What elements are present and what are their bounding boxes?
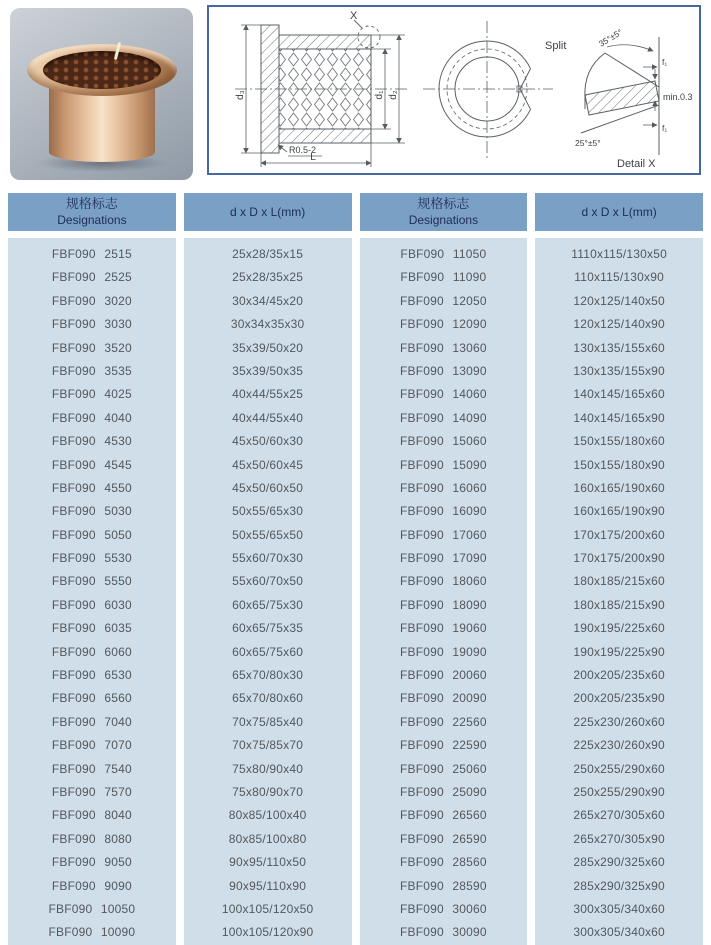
designation-cell: FBF090 4545 — [51, 457, 132, 472]
min-03-label: min.0.3 — [663, 92, 693, 102]
designation-cell: FBF090 7570 — [51, 784, 132, 799]
designation-cell: FBF090 5550 — [51, 574, 132, 589]
dimensions-cell: 140x145/165x90 — [573, 410, 665, 425]
dimensions-cell: 170x175/200x60 — [573, 527, 665, 542]
designation-cell: FBF090 5030 — [51, 504, 132, 519]
designation-cell: FBF090 13060 — [399, 340, 487, 355]
dimensions-cell: 120x125/140x90 — [573, 317, 665, 332]
spec-table — [0, 186, 711, 945]
designation-cell: FBF090 3535 — [51, 363, 132, 378]
designation-cell: FBF090 17060 — [399, 527, 487, 542]
dimensions-cell: 130x135/155x90 — [573, 363, 665, 378]
dimensions-cell: 60x65/75x30 — [232, 597, 304, 612]
designation-cell: FBF090 19060 — [399, 621, 487, 636]
designation-cell: FBF090 11050 — [400, 247, 487, 261]
designation-cell: FBF090 5050 — [51, 527, 132, 542]
dimensions-cell: 70x75/85x70 — [232, 738, 304, 753]
designation-cell: FBF090 22590 — [399, 738, 487, 753]
dimensions-cell: 190x195/225x60 — [573, 621, 665, 636]
dimensions-cell: 30x34/45x20 — [232, 293, 304, 308]
designation-cell: FBF090 8040 — [51, 808, 132, 823]
product-photo — [10, 8, 193, 180]
designation-cell: FBF090 15090 — [399, 457, 487, 472]
dimensions-cell: 285x290/325x60 — [573, 855, 665, 870]
dimensions-column-left — [184, 238, 352, 945]
dimensions-cell: 60x65/75x60 — [232, 644, 304, 659]
designation-cell: FBF090 9090 — [51, 878, 132, 893]
dimensions-cell: 55x60/70x30 — [232, 551, 304, 566]
designation-cell: FBF090 10050 — [48, 901, 136, 916]
radius-label: R0.5-2 — [289, 145, 317, 155]
dimensions-cell: 45x50/60x45 — [232, 457, 304, 472]
designation-cell: FBF090 18060 — [399, 574, 487, 589]
designation-cell: FBF090 11090 — [400, 270, 487, 285]
dimensions-cell: 25x28/35x15 — [232, 247, 304, 261]
designation-column-right — [360, 238, 528, 945]
dimensions-cell: 55x60/70x50 — [232, 574, 304, 589]
dimensions-cell: 65x70/80x30 — [232, 668, 304, 683]
designation-cell: FBF090 12090 — [399, 317, 487, 332]
dimensions-cell: 50x55/65x30 — [232, 504, 304, 519]
dimensions-cell: 1110x115/130x50 — [571, 247, 667, 261]
header-dimensions-label: d x D x L(mm) — [581, 204, 657, 219]
dim-d3-label: d₃ — [235, 90, 246, 100]
dimensions-cell: 190x195/225x90 — [573, 644, 665, 659]
header-dimensions-label: d x D x L(mm) — [229, 204, 306, 219]
dimensions-cell: 150x155/180x60 — [573, 434, 665, 449]
dimensions-cell: 45x50/60x30 — [232, 434, 304, 449]
designation-cell: FBF090 7040 — [51, 714, 132, 729]
length-label: L — [310, 152, 316, 163]
designation-cell: FBF090 6035 — [51, 621, 132, 636]
dimensions-cell: 180x185/215x90 — [573, 597, 665, 612]
designation-cell: FBF090 6030 — [51, 597, 132, 612]
designation-cell: FBF090 4025 — [51, 387, 132, 402]
dimensions-cell: 90x95/110x90 — [229, 878, 307, 893]
designation-cell: FBF090 4530 — [51, 434, 132, 449]
designation-cell: FBF090 15060 — [399, 434, 487, 449]
designation-cell: FBF090 28560 — [399, 855, 487, 870]
dimensions-cell: 225x230/260x60 — [573, 714, 665, 729]
header-designations-en: Designations — [57, 212, 127, 227]
designation-cell: FBF090 7540 — [51, 761, 132, 776]
designation-cell: FBF090 2525 — [51, 270, 132, 285]
designation-cell: FBF090 25090 — [399, 784, 487, 799]
designation-cell: FBF090 18090 — [399, 597, 487, 612]
bushing-bore-texture — [43, 51, 161, 89]
dimensions-cell: 150x155/180x90 — [573, 457, 665, 472]
designation-cell: FBF090 14060 — [399, 387, 487, 402]
designation-cell: FBF090 20090 — [399, 691, 487, 706]
designation-cell: FBF090 3520 — [51, 340, 132, 355]
dimensions-cell: 180x185/215x60 — [573, 574, 665, 589]
dimensions-cell: 80x85/100x40 — [228, 808, 307, 823]
designation-cell: FBF090 25060 — [399, 761, 487, 776]
designation-cell: FBF090 3020 — [51, 293, 132, 308]
dimensions-cell: 80x85/100x80 — [228, 831, 307, 846]
header-designations-left — [8, 193, 176, 231]
designation-cell: FBF090 6560 — [51, 691, 132, 706]
detail-x-callout-label: X — [350, 10, 358, 22]
top-section — [0, 0, 711, 186]
header-dimensions-left — [184, 193, 352, 231]
dimensions-cell: 65x70/80x60 — [232, 691, 304, 706]
dimensions-cell: 40x44/55x40 — [232, 410, 304, 425]
designation-cell: FBF090 4550 — [51, 480, 132, 495]
dimensions-cell: 300x305/340x60 — [573, 901, 665, 916]
dimensions-cell: 100x105/120x50 — [221, 901, 314, 916]
designation-cell: FBF090 13090 — [399, 363, 487, 378]
designation-cell: FBF090 30060 — [399, 901, 487, 916]
dimensions-cell: 50x55/65x50 — [232, 527, 304, 542]
designation-cell: FBF090 19090 — [399, 644, 487, 659]
dimensions-cell: 200x205/235x60 — [573, 668, 665, 683]
header-designations-zh: 规格标志 — [65, 196, 118, 212]
designation-cell: FBF090 6530 — [51, 668, 132, 683]
header-designations-zh: 规格标志 — [417, 196, 470, 212]
dimensions-cell: 200x205/235x90 — [573, 691, 665, 706]
designation-cell: FBF090 26560 — [399, 808, 487, 823]
dimensions-cell: 250x255/290x60 — [573, 761, 665, 776]
dimensions-cell: 265x270/305x60 — [573, 808, 665, 823]
dimensions-cell: 90x95/110x50 — [229, 855, 307, 870]
dimensions-cell: 250x255/290x90 — [573, 784, 665, 799]
designation-cell: FBF090 12050 — [399, 293, 487, 308]
dimensions-cell: 35x39/50x20 — [232, 340, 304, 355]
designation-cell: FBF090 10090 — [48, 925, 136, 940]
dimensions-cell: 75x80/90x70 — [232, 784, 304, 799]
split-ring-view — [423, 21, 553, 159]
designation-cell: FBF090 16090 — [399, 504, 487, 519]
designation-cell: FBF090 30090 — [399, 925, 487, 940]
dimensions-cell: 265x270/305x90 — [573, 831, 665, 846]
header-dimensions-right — [535, 193, 703, 231]
designation-cell: FBF090 4040 — [51, 410, 132, 425]
dimensions-cell: 300x305/340x60 — [573, 925, 665, 940]
dimensions-cell: 25x28/35x25 — [232, 270, 304, 285]
dimensions-cell: 120x125/140x50 — [573, 293, 665, 308]
dim-d2-label: d₂ — [388, 90, 399, 100]
designation-column-left — [8, 238, 176, 945]
technical-drawing-panel — [207, 5, 701, 175]
dimensions-cell: 170x175/200x90 — [573, 551, 665, 566]
dimensions-cell: 75x80/90x40 — [232, 761, 304, 776]
split-label: Split — [545, 40, 567, 52]
f-top-label: f₁ — [662, 57, 668, 67]
designation-cell: FBF090 17090 — [399, 551, 487, 566]
dim-d1-label: d₁ — [374, 90, 385, 100]
designation-cell: FBF090 16060 — [399, 480, 487, 495]
dimensions-cell: 40x44/55x25 — [232, 387, 304, 402]
angle-top-label: 35°±5° — [596, 26, 625, 49]
designation-cell: FBF090 2515 — [51, 247, 132, 261]
dimensions-cell: 35x39/50x35 — [232, 363, 304, 378]
dimensions-column-right — [535, 238, 703, 945]
dimensions-cell: 45x50/60x50 — [232, 480, 304, 495]
detail-x-title: Detail X — [617, 158, 656, 170]
header-designations-right — [360, 193, 528, 231]
technical-drawing — [209, 7, 699, 173]
dimensions-cell: 160x165/190x60 — [573, 480, 665, 495]
designation-cell: FBF090 9050 — [51, 855, 132, 870]
dimensions-cell: 30x34x35x30 — [230, 317, 305, 332]
dimensions-cell: 70x75/85x40 — [232, 714, 304, 729]
dimensions-cell: 140x145/165x60 — [573, 387, 665, 402]
dimensions-cell: 225x230/260x90 — [573, 738, 665, 753]
designation-cell: FBF090 7070 — [51, 738, 132, 753]
designation-cell: FBF090 6060 — [51, 644, 132, 659]
dimensions-cell: 100x105/120x90 — [221, 925, 314, 940]
designation-cell: FBF090 14090 — [399, 410, 487, 425]
dimensions-cell: 60x65/75x35 — [232, 621, 304, 636]
designation-cell: FBF090 22560 — [399, 714, 487, 729]
designation-cell: FBF090 20060 — [399, 668, 487, 683]
angle-bottom-label: 25°±5° — [575, 138, 601, 148]
dimensions-cell: 130x135/155x60 — [573, 340, 665, 355]
designation-cell: FBF090 3030 — [51, 317, 132, 332]
dimensions-cell: 160x165/190x90 — [573, 504, 665, 519]
designation-cell: FBF090 5530 — [51, 551, 132, 566]
dimensions-cell: 285x290/325x90 — [573, 878, 665, 893]
header-designations-en: Designations — [408, 212, 479, 227]
designation-cell: FBF090 28590 — [399, 878, 487, 893]
designation-cell: FBF090 8080 — [51, 831, 132, 846]
dimensions-cell: 110x115/130x90 — [574, 270, 664, 285]
f-bottom-label: f₁ — [662, 123, 668, 133]
designation-cell: FBF090 26590 — [399, 831, 487, 846]
